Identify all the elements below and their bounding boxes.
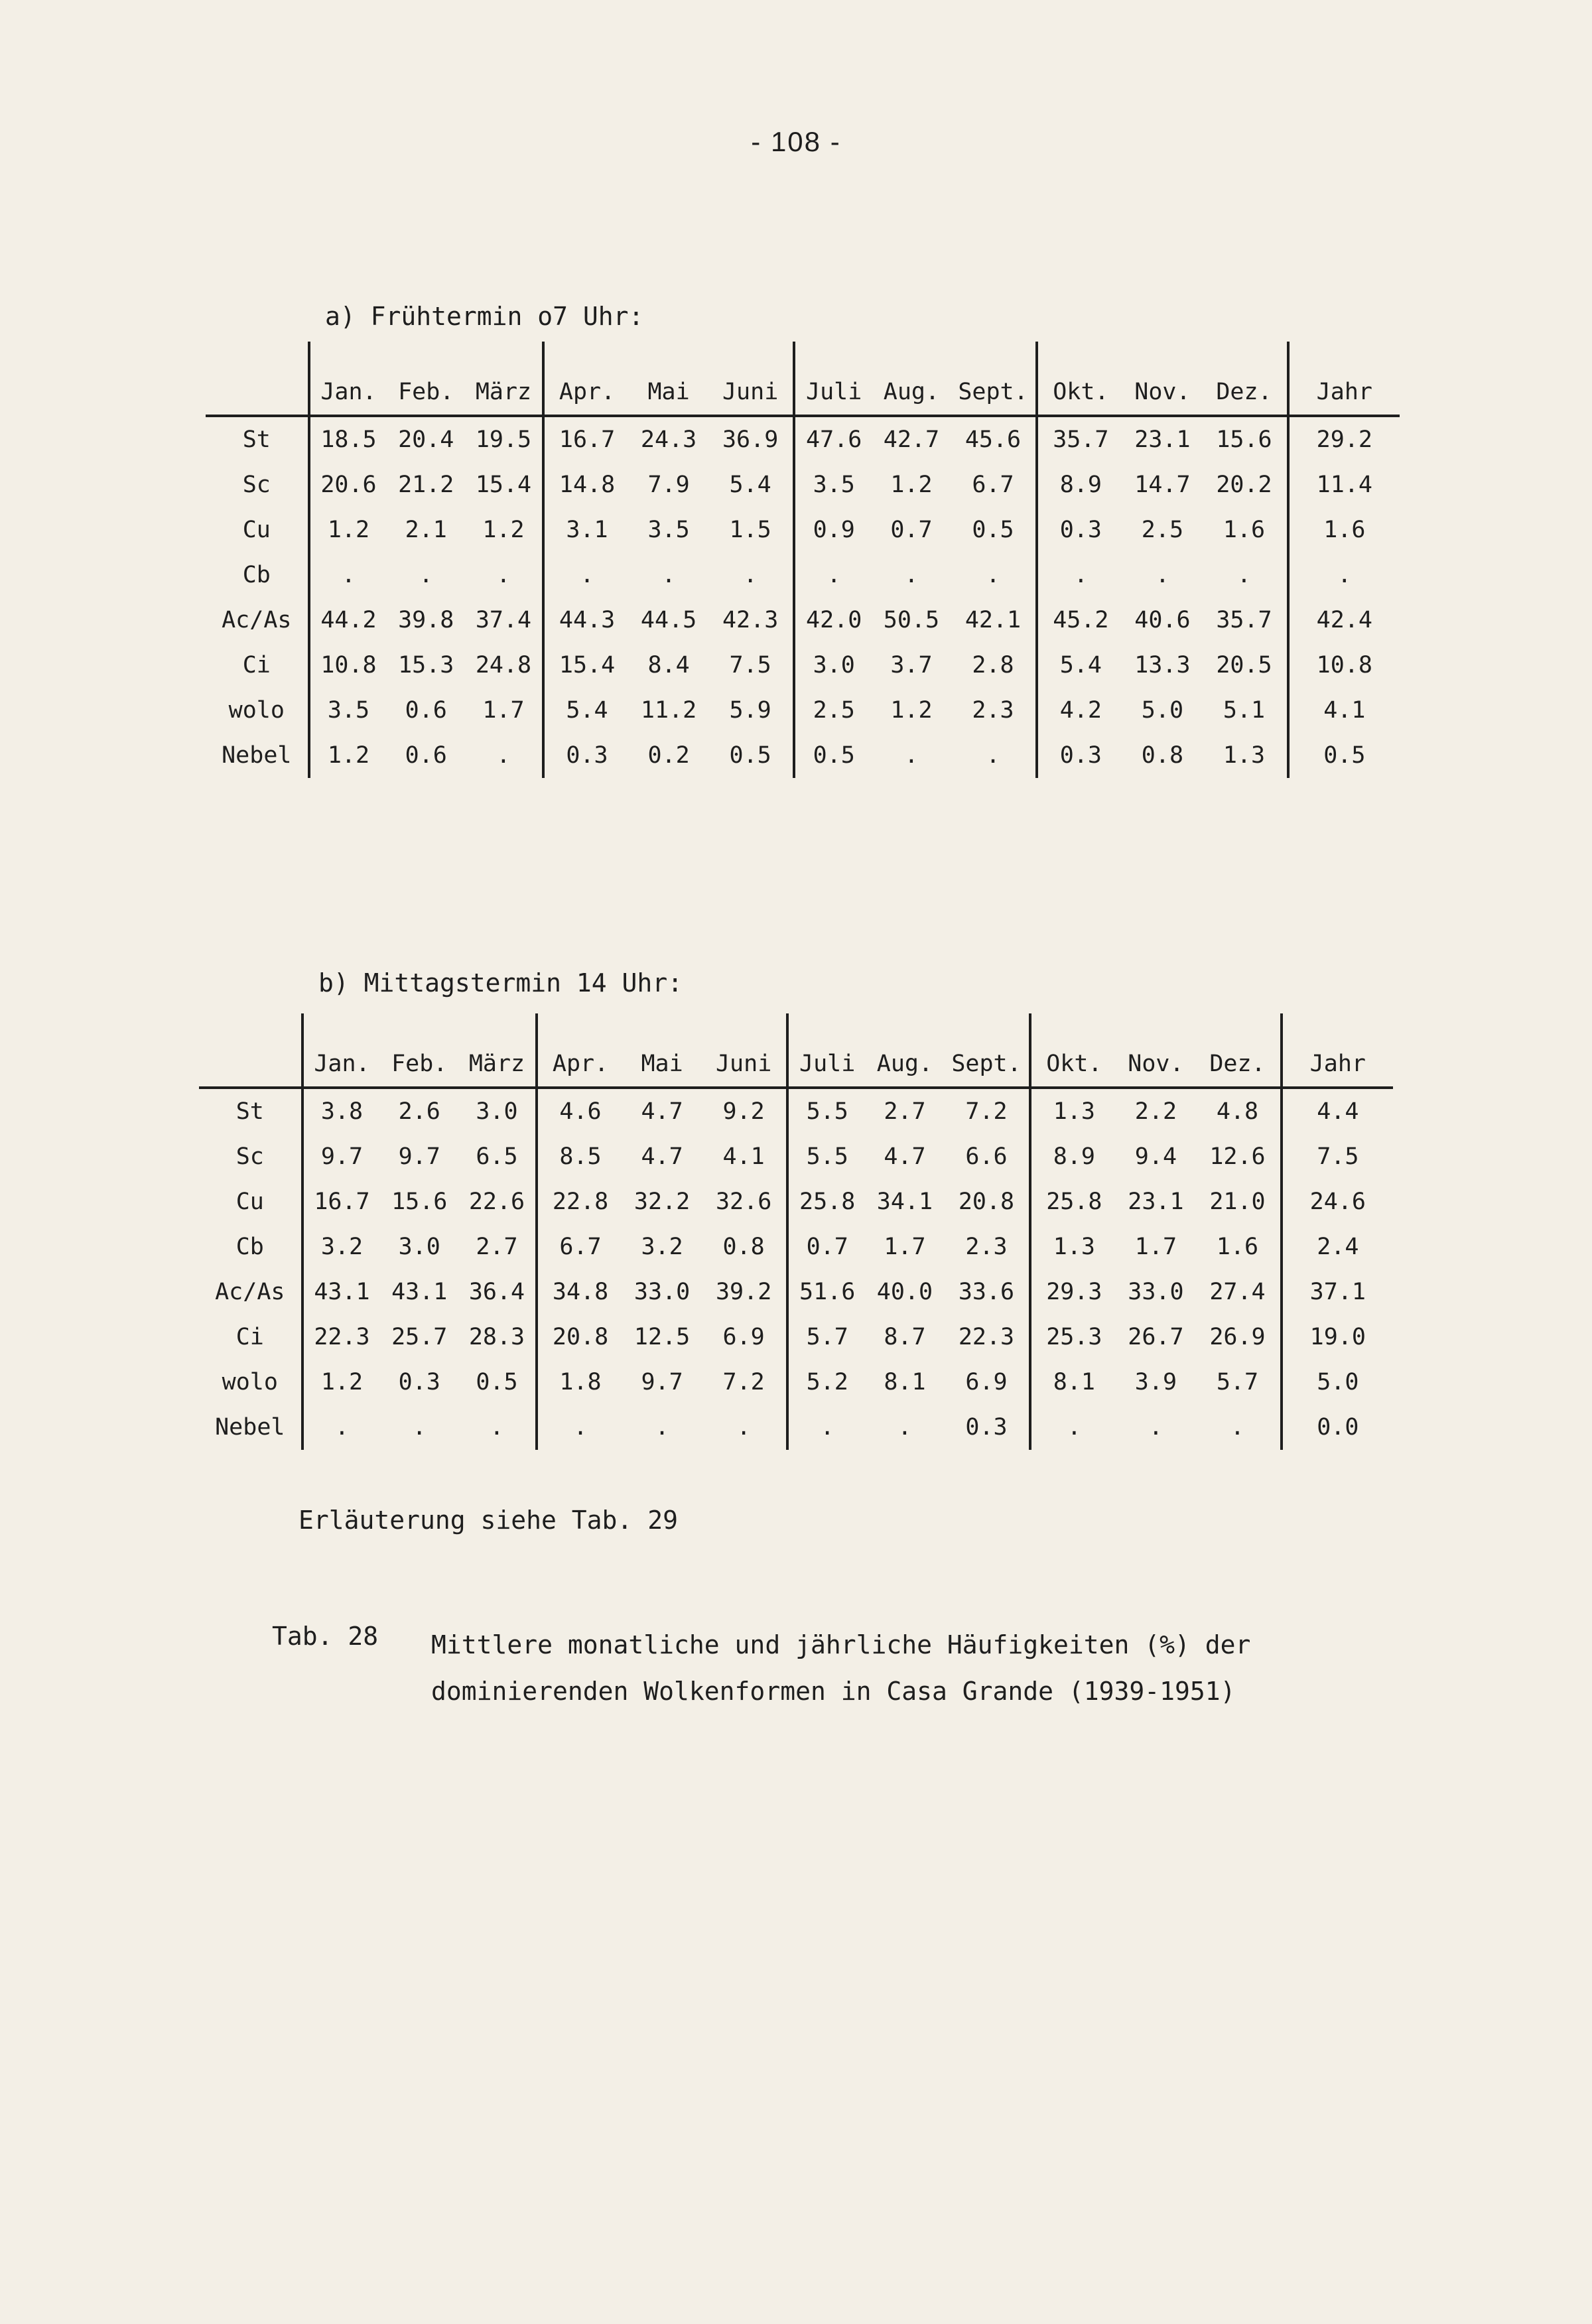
table-cell: 8.7 (884, 1324, 926, 1350)
table-cell: 35.7 (1216, 607, 1272, 633)
table-cell: 3.2 (641, 1234, 683, 1260)
table-row (206, 733, 1400, 778)
table-cell: 23.1 (1128, 1189, 1184, 1215)
table-cell: 0.0 (1282, 1405, 1393, 1450)
table-cell: 1.3 (1030, 1088, 1116, 1134)
column-header: Juni (708, 342, 794, 416)
row-label: Sc (235, 1143, 264, 1170)
table-row (199, 1179, 1393, 1224)
row-label: Cu (242, 517, 271, 543)
table-cell: 9.7 (398, 1143, 440, 1170)
table-cell: . (743, 562, 758, 588)
table-cell: 2.5 (1141, 517, 1184, 543)
column-header: Aug. (872, 342, 951, 416)
table-cell: 25.8 (1030, 1179, 1116, 1224)
table-cell: 16.7 (302, 1179, 381, 1224)
column-header: Nov. (1117, 1013, 1195, 1088)
table-cell: 4.7 (641, 1143, 683, 1170)
table-cell: 29.2 (1288, 416, 1400, 462)
table-cell: 8.4 (647, 652, 690, 678)
table-cell: 6.7 (537, 1224, 623, 1269)
table-cell: 25.8 (787, 1179, 866, 1224)
table-cell: 5.4 (1037, 643, 1123, 688)
table-cell: 0.3 (398, 1369, 440, 1395)
table-cell: 3.9 (1134, 1369, 1177, 1395)
table-cell: 22.3 (302, 1315, 381, 1360)
caption-text: Mittlere monatliche und jährliche Häufigkeiten (%) der dominierenden Wolkenformen in Casa Grande (1939-1951) (431, 1630, 1251, 1706)
table-cell: 1.6 (1223, 517, 1266, 543)
table-cell: 18.5 (309, 416, 387, 462)
table-cell: 5.9 (729, 697, 771, 724)
column-header: Jan. (309, 342, 387, 416)
table-row (206, 416, 1400, 462)
table-cell: 11.4 (1288, 462, 1400, 507)
table-cell: 2.3 (965, 1234, 1008, 1260)
page-number: - 108 - (751, 126, 841, 157)
table-cell: . (543, 552, 630, 598)
table-cell: . (490, 1414, 504, 1441)
row-label: Ci (235, 1324, 264, 1350)
table-row (199, 1224, 1393, 1269)
table-cell: . (496, 742, 511, 769)
table-cell: 15.4 (543, 643, 630, 688)
table-cell: 15.3 (398, 652, 454, 678)
table-cell: 0.3 (543, 733, 630, 778)
table-cell: . (1030, 1405, 1116, 1450)
table-cell: . (1037, 552, 1123, 598)
table-cell: 0.8 (722, 1234, 765, 1260)
table-cell: 15.6 (1216, 426, 1272, 453)
table-cell: . (904, 742, 919, 769)
table-cell: 2.2 (1134, 1098, 1177, 1125)
table-cell: 7.2 (965, 1098, 1008, 1125)
table-cell: 6.7 (972, 472, 1014, 498)
table-cell: 2.3 (972, 697, 1014, 724)
table-cell: 20.2 (1216, 472, 1272, 498)
column-header: Feb. (380, 1013, 458, 1088)
table-cell: 9.7 (302, 1134, 381, 1179)
table-row (199, 1269, 1393, 1315)
row-label: Ac/As (222, 607, 292, 633)
table-cell: . (986, 562, 1000, 588)
table-cell: 22.8 (537, 1179, 623, 1224)
column-header: Juni (701, 1013, 787, 1088)
table-cell: 42.7 (883, 426, 940, 453)
column-header: Jahr (1282, 1013, 1393, 1088)
table-cell: 36.9 (722, 426, 779, 453)
table-cell: 23.1 (1134, 426, 1191, 453)
table-cell: 1.7 (884, 1234, 926, 1260)
table-cell: 1.7 (1134, 1234, 1177, 1260)
table-cell: 20.5 (1216, 652, 1272, 678)
table-cell: 1.6 (1288, 507, 1400, 552)
table-cell: 5.5 (787, 1134, 866, 1179)
table-cell: 1.3 (1030, 1224, 1116, 1269)
table-cell: . (419, 562, 433, 588)
table-cell: 10.8 (1288, 643, 1400, 688)
table-cell: 8.9 (1030, 1134, 1116, 1179)
table-cell: 34.8 (537, 1269, 623, 1315)
table-cell: 1.2 (890, 472, 933, 498)
table-cell: 8.1 (1030, 1360, 1116, 1405)
table-cell: 5.7 (787, 1315, 866, 1360)
table-cell: 40.6 (1134, 607, 1191, 633)
table-cell: 3.8 (302, 1088, 381, 1134)
table-cell: 3.2 (302, 1224, 381, 1269)
table-cell: 0.8 (1141, 742, 1184, 769)
column-header: Sept. (951, 342, 1037, 416)
table-cell: 0.7 (890, 517, 933, 543)
table-cell: 33.0 (1128, 1279, 1184, 1305)
table-cell: 5.4 (543, 688, 630, 733)
table-cell: 12.5 (633, 1324, 691, 1350)
column-header: Aug. (866, 1013, 944, 1088)
table-cell: 43.1 (391, 1279, 448, 1305)
row-label: St (242, 426, 271, 453)
table-cell: 5.0 (1141, 697, 1184, 724)
table-cell: . (1230, 1414, 1244, 1441)
row-label: wolo (222, 1369, 278, 1395)
table-cell: 2.7 (884, 1098, 926, 1125)
table-cell: . (655, 1414, 669, 1441)
table-cell: 6.6 (965, 1143, 1008, 1170)
table-cell: 0.7 (787, 1224, 866, 1269)
table-cell: . (787, 1405, 866, 1450)
table-a (206, 342, 1400, 778)
table-cell: 0.3 (1037, 733, 1123, 778)
table-row (199, 1315, 1393, 1360)
table-cell: 20.6 (309, 462, 387, 507)
table-row (199, 1405, 1393, 1450)
table-cell: 34.1 (876, 1189, 933, 1215)
table-cell: 27.4 (1209, 1279, 1266, 1305)
table-cell: 2.7 (476, 1234, 518, 1260)
table-cell: 11.2 (640, 697, 697, 724)
table-cell: 2.4 (1282, 1224, 1393, 1269)
table-cell: 0.5 (729, 742, 771, 769)
column-header: Mai (623, 1013, 701, 1088)
table-cell: 36.4 (468, 1279, 525, 1305)
table-cell: 26.9 (1209, 1324, 1266, 1350)
table-cell: 4.7 (641, 1098, 683, 1125)
table-cell: 16.7 (543, 416, 630, 462)
column-header: Okt. (1037, 342, 1123, 416)
column-header: Juli (794, 342, 872, 416)
table-cell: 4.6 (537, 1088, 623, 1134)
table-cell: 7.2 (722, 1369, 765, 1395)
table-cell: 4.1 (1288, 688, 1400, 733)
table-row (206, 507, 1400, 552)
table-cell: 4.8 (1216, 1098, 1259, 1125)
table-cell: 3.0 (476, 1098, 518, 1125)
table-cell: 21.2 (398, 472, 454, 498)
table-cell: 35.7 (1037, 416, 1123, 462)
table-cell: 37.1 (1282, 1269, 1393, 1315)
table-cell: 15.4 (475, 472, 532, 498)
table-cell: 20.8 (958, 1189, 1015, 1215)
table-cell: 42.1 (964, 607, 1022, 633)
table-cell: 2.6 (398, 1098, 440, 1125)
table-cell: 3.1 (543, 507, 630, 552)
table-cell: 39.8 (398, 607, 454, 633)
table-cell: 19.5 (475, 426, 532, 453)
table-cell: 1.7 (482, 697, 525, 724)
table-cell: 4.7 (884, 1143, 926, 1170)
table-cell: 0.3 (1037, 507, 1123, 552)
table-b-title: b) Mittagstermin 14 Uhr: (318, 968, 683, 998)
table-cell: 5.5 (787, 1088, 866, 1134)
table-cell: 6.9 (722, 1324, 765, 1350)
table-cell: 2.5 (794, 688, 872, 733)
table-cell: 33.6 (958, 1279, 1015, 1305)
table-cell: 44.2 (309, 598, 387, 643)
table-cell: 14.8 (543, 462, 630, 507)
table-cell: . (904, 562, 919, 588)
table-cell: 24.8 (475, 652, 532, 678)
table-cell: 47.6 (794, 416, 872, 462)
table-cell: . (537, 1405, 623, 1450)
table-cell: 14.7 (1134, 472, 1191, 498)
row-label: Cu (235, 1189, 264, 1215)
caption-label: Tab. 28 (272, 1622, 379, 1651)
table-cell: 13.3 (1134, 652, 1191, 678)
table-cell: 22.3 (958, 1324, 1015, 1350)
table-cell: 26.7 (1128, 1324, 1184, 1350)
table-cell: . (302, 1405, 381, 1450)
table-cell: 4.2 (1037, 688, 1123, 733)
table-b (199, 1013, 1393, 1450)
table-cell: 0.5 (794, 733, 872, 778)
table-cell: 42.4 (1288, 598, 1400, 643)
table-cell: 5.1 (1223, 697, 1266, 724)
table-cell: 24.6 (1282, 1179, 1393, 1224)
column-header: Apr. (537, 1013, 623, 1088)
table-cell: 5.2 (787, 1360, 866, 1405)
table-cell: 1.2 (309, 507, 387, 552)
table-row (206, 688, 1400, 733)
table-row (206, 462, 1400, 507)
table-cell: . (496, 562, 511, 588)
table-cell: 10.8 (309, 643, 387, 688)
table-cell: 5.0 (1282, 1360, 1393, 1405)
table-cell: 5.7 (1216, 1369, 1259, 1395)
table-cell: 0.6 (405, 742, 447, 769)
table-cell: 45.6 (964, 426, 1022, 453)
table-cell: 19.0 (1282, 1315, 1393, 1360)
table-cell: 8.9 (1037, 462, 1123, 507)
table-cell: 25.7 (391, 1324, 448, 1350)
table-cell: 25.3 (1030, 1315, 1116, 1360)
column-header: Juli (787, 1013, 866, 1088)
table-cell: 3.7 (890, 652, 933, 678)
column-header: Dez. (1195, 1013, 1281, 1088)
table-cell: 29.3 (1030, 1269, 1116, 1315)
table-cell: . (1148, 1414, 1163, 1441)
column-header: März (465, 342, 543, 416)
table-cell: 37.4 (475, 607, 532, 633)
table-cell: 3.5 (309, 688, 387, 733)
table-cell: 28.3 (468, 1324, 525, 1350)
column-header: März (458, 1013, 537, 1088)
table-cell: 0.3 (965, 1414, 1008, 1441)
explanation-note: Erläuterung siehe Tab. 29 (298, 1506, 678, 1535)
table-cell: 0.5 (476, 1369, 518, 1395)
header-corner (206, 342, 309, 416)
table-cell: 1.2 (302, 1360, 381, 1405)
table-cell: 42.3 (722, 607, 779, 633)
table-cell: 32.2 (633, 1189, 691, 1215)
table-cell: 21.0 (1209, 1189, 1266, 1215)
table-cell: 2.1 (405, 517, 447, 543)
table-cell: 1.2 (890, 697, 933, 724)
table-cell: 51.6 (787, 1269, 866, 1315)
table-row (206, 643, 1400, 688)
table-cell: 20.4 (398, 426, 454, 453)
table-cell: 1.2 (482, 517, 525, 543)
table-cell: 9.7 (641, 1369, 683, 1395)
column-header: Dez. (1201, 342, 1288, 416)
table-cell: 8.1 (884, 1369, 926, 1395)
table-cell: 45.2 (1037, 598, 1123, 643)
row-label: Ci (242, 652, 271, 678)
table-cell: 7.5 (729, 652, 771, 678)
table-cell: . (412, 1414, 427, 1441)
header-corner (199, 1013, 302, 1088)
table-cell: 20.8 (537, 1315, 623, 1360)
column-header: Nov. (1124, 342, 1202, 416)
table-cell: . (736, 1414, 751, 1441)
table-cell: 1.5 (729, 517, 771, 543)
table-cell: 2.8 (972, 652, 1014, 678)
table-a-title: a) Frühtermin o7 Uhr: (325, 302, 644, 331)
table-cell: . (794, 552, 872, 598)
table-cell: . (1236, 562, 1251, 588)
row-label: Cb (242, 562, 271, 588)
table-cell: 5.4 (729, 472, 771, 498)
table-cell: 0.6 (405, 697, 447, 724)
table-cell: 3.0 (794, 643, 872, 688)
table-row (206, 598, 1400, 643)
table-cell: 3.5 (647, 517, 690, 543)
table-cell: 50.5 (883, 607, 940, 633)
table-cell: 22.6 (468, 1189, 525, 1215)
table-cell: 40.0 (876, 1279, 933, 1305)
row-label: Nebel (222, 742, 292, 769)
column-header: Sept. (944, 1013, 1030, 1088)
table-cell: 0.9 (794, 507, 872, 552)
table-cell: 3.5 (794, 462, 872, 507)
table-cell: 0.2 (647, 742, 690, 769)
table-cell: 1.6 (1216, 1234, 1259, 1260)
column-header: Feb. (387, 342, 465, 416)
row-label: wolo (228, 697, 285, 724)
table-row (199, 1088, 1393, 1134)
table-cell: 12.6 (1209, 1143, 1266, 1170)
table-cell: 44.5 (640, 607, 697, 633)
table-cell: 15.6 (391, 1189, 448, 1215)
column-header: Okt. (1030, 1013, 1116, 1088)
table-cell: 6.9 (965, 1369, 1008, 1395)
table-cell: 44.3 (543, 598, 630, 643)
column-header: Apr. (543, 342, 630, 416)
table-cell: 32.6 (715, 1189, 772, 1215)
row-label: Sc (242, 472, 271, 498)
table-cell: 42.0 (794, 598, 872, 643)
table-cell: . (661, 562, 676, 588)
table-cell: 33.0 (633, 1279, 691, 1305)
table-cell: 24.3 (640, 426, 697, 453)
table-row (199, 1134, 1393, 1179)
column-header: Mai (630, 342, 708, 416)
table-cell: 1.8 (537, 1360, 623, 1405)
row-label: St (235, 1098, 264, 1125)
table-cell: . (309, 552, 387, 598)
table-cell: 43.1 (302, 1269, 381, 1315)
table-cell: 4.1 (722, 1143, 765, 1170)
table-cell: 7.9 (647, 472, 690, 498)
column-header: Jahr (1288, 342, 1400, 416)
table-cell: 9.4 (1134, 1143, 1177, 1170)
table-cell: 0.5 (972, 517, 1014, 543)
row-label: Ac/As (215, 1279, 285, 1305)
table-cell: 3.0 (398, 1234, 440, 1260)
table-cell: 4.4 (1282, 1088, 1393, 1134)
table-cell: . (1155, 562, 1169, 588)
table-cell: 8.5 (537, 1134, 623, 1179)
table-row (199, 1360, 1393, 1405)
column-header: Jan. (302, 1013, 381, 1088)
table-cell: 39.2 (715, 1279, 772, 1305)
table-cell: 1.3 (1223, 742, 1266, 769)
row-label: Cb (235, 1234, 264, 1260)
table-cell: . (986, 742, 1000, 769)
table-cell: 6.5 (476, 1143, 518, 1170)
row-label: Nebel (215, 1414, 285, 1441)
table-cell: 7.5 (1282, 1134, 1393, 1179)
table-cell: 0.5 (1288, 733, 1400, 778)
table-row (206, 552, 1400, 598)
table-cell: 1.2 (309, 733, 387, 778)
table-cell: . (1288, 552, 1400, 598)
table-cell: . (897, 1414, 912, 1441)
table-cell: 9.2 (722, 1098, 765, 1125)
